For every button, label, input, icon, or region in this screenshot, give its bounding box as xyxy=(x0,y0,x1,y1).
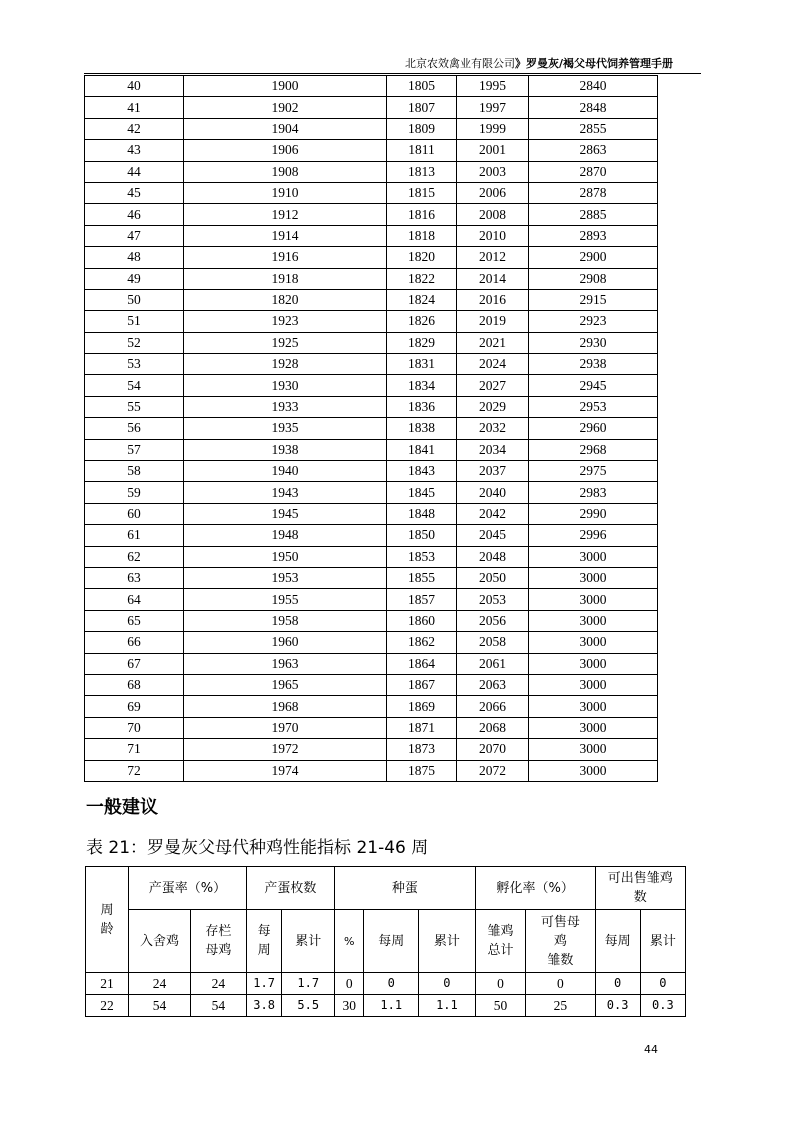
table-cell: 1816 xyxy=(387,204,457,225)
table-row xyxy=(85,696,658,717)
table-cell: 3000 xyxy=(529,674,658,695)
table-cell: 1875 xyxy=(387,760,457,781)
header-chick-total: 雏鸡 总计 xyxy=(475,910,525,973)
table-cell: 1965 xyxy=(184,674,387,695)
table-cell: 1860 xyxy=(387,610,457,631)
table-cell: 5.5 xyxy=(282,995,335,1017)
table-cell: 1831 xyxy=(387,354,457,375)
table-cell: 2040 xyxy=(457,482,529,503)
table-cell: 1848 xyxy=(387,503,457,524)
table-cell: 1950 xyxy=(184,546,387,567)
table-cell: 2063 xyxy=(457,674,529,695)
table-cell: 3000 xyxy=(529,632,658,653)
table-cell: 2021 xyxy=(457,332,529,353)
table-cell: 1923 xyxy=(184,311,387,332)
header-he-per-week: 每周 xyxy=(364,910,419,973)
table-cell: 1811 xyxy=(387,140,457,161)
table-cell: 1.7 xyxy=(282,973,335,995)
table-cell: 1843 xyxy=(387,461,457,482)
table-row xyxy=(85,503,658,524)
table-cell: 1855 xyxy=(387,567,457,588)
table-cell: 2930 xyxy=(529,332,658,353)
table-row xyxy=(85,311,658,332)
table-row xyxy=(85,482,658,503)
table-cell: 1958 xyxy=(184,610,387,631)
table-cell: 1938 xyxy=(184,439,387,460)
table-cell: 1838 xyxy=(387,418,457,439)
table-row xyxy=(85,76,658,97)
table-cell: 2908 xyxy=(529,268,658,289)
table-cell: 1910 xyxy=(184,182,387,203)
table-cell: 0.3 xyxy=(640,995,685,1017)
table-cell: 60 xyxy=(85,503,184,524)
table-cell: 1933 xyxy=(184,396,387,417)
table-cell: 2983 xyxy=(529,482,658,503)
table-cell: 2008 xyxy=(457,204,529,225)
table-cell: 0 xyxy=(335,973,364,995)
table-cell: 0 xyxy=(526,973,595,995)
table-cell: 1902 xyxy=(184,97,387,118)
table-cell: 1864 xyxy=(387,653,457,674)
table-cell: 2037 xyxy=(457,461,529,482)
table-cell: 1841 xyxy=(387,439,457,460)
table-cell: 53 xyxy=(85,354,184,375)
header-title: 罗曼灰/褐父母代饲养管理手册 xyxy=(525,57,673,70)
header-he-cumulative: 累计 xyxy=(419,910,476,973)
table-cell: 1862 xyxy=(387,632,457,653)
table-cell: 1908 xyxy=(184,161,387,182)
table-cell: 3000 xyxy=(529,717,658,738)
table-row xyxy=(85,461,658,482)
table-cell: 1900 xyxy=(184,76,387,97)
table-cell: 2014 xyxy=(457,268,529,289)
table-cell: 1970 xyxy=(184,717,387,738)
table-cell: 69 xyxy=(85,696,184,717)
table-cell: 2029 xyxy=(457,396,529,417)
table-cell: 62 xyxy=(85,546,184,567)
header-hen-housed: 入舍鸡 xyxy=(129,910,191,973)
table-cell: 1809 xyxy=(387,118,457,139)
header-sc-per-week: 每周 xyxy=(595,910,640,973)
table-cell: 2953 xyxy=(529,396,658,417)
table-cell: 2024 xyxy=(457,354,529,375)
table-cell: 1912 xyxy=(184,204,387,225)
table-cell: 42 xyxy=(85,118,184,139)
table-cell: 1829 xyxy=(387,332,457,353)
table-cell: 3.8 xyxy=(246,995,282,1017)
table-row xyxy=(85,247,658,268)
table-cell: 1945 xyxy=(184,503,387,524)
table-cell: 2048 xyxy=(457,546,529,567)
table-row xyxy=(85,161,658,182)
table-cell: 59 xyxy=(85,482,184,503)
table-cell: 61 xyxy=(85,525,184,546)
table-cell: 57 xyxy=(85,439,184,460)
header-sc-cumulative: 累计 xyxy=(640,910,685,973)
table-cell: 3000 xyxy=(529,739,658,760)
table-cell: 1.1 xyxy=(364,995,419,1017)
table-cell: 67 xyxy=(85,653,184,674)
table-cell: 1813 xyxy=(387,161,457,182)
table-cell: 54 xyxy=(85,375,184,396)
table-cell: 1999 xyxy=(457,118,529,139)
table-cell: 0 xyxy=(640,973,685,995)
table-cell: 1805 xyxy=(387,76,457,97)
table-cell: 2050 xyxy=(457,567,529,588)
table-cell: 49 xyxy=(85,268,184,289)
table-cell: 1869 xyxy=(387,696,457,717)
table-cell: 1925 xyxy=(184,332,387,353)
header-cumulative: 累计 xyxy=(282,910,335,973)
performance-table xyxy=(85,866,686,1017)
table-cell: 1826 xyxy=(387,311,457,332)
table-row xyxy=(85,674,658,695)
table-row xyxy=(85,739,658,760)
table-cell: 41 xyxy=(85,97,184,118)
table-cell: 2840 xyxy=(529,76,658,97)
table-cell: 71 xyxy=(85,739,184,760)
table-cell: 2915 xyxy=(529,289,658,310)
table-cell: 1997 xyxy=(457,97,529,118)
table-cell: 3000 xyxy=(529,653,658,674)
table-cell: 1818 xyxy=(387,225,457,246)
header-text xyxy=(405,55,673,71)
table-cell: 2855 xyxy=(529,118,658,139)
table-cell: 58 xyxy=(85,461,184,482)
table-cell: 2960 xyxy=(529,418,658,439)
table-cell: 1845 xyxy=(387,482,457,503)
table-row xyxy=(85,546,658,567)
table-cell: 54 xyxy=(191,995,247,1017)
table-cell: 72 xyxy=(85,760,184,781)
table-cell: 65 xyxy=(85,610,184,631)
table-cell: 1935 xyxy=(184,418,387,439)
table-cell: 1871 xyxy=(387,717,457,738)
table-row xyxy=(85,204,658,225)
header-hatch-rate: 孵化率（%） xyxy=(475,867,595,910)
table-row xyxy=(85,225,658,246)
table-cell: 1904 xyxy=(184,118,387,139)
table-cell: 2072 xyxy=(457,760,529,781)
table-cell: 2056 xyxy=(457,610,529,631)
table-cell: 1850 xyxy=(387,525,457,546)
section-heading: 一般建议 xyxy=(86,797,158,818)
table-cell: 24 xyxy=(129,973,191,995)
table-cell: 1930 xyxy=(184,375,387,396)
table-cell: 2996 xyxy=(529,525,658,546)
header-org: 北京农效禽业有限公司 xyxy=(404,57,515,70)
table-cell: 70 xyxy=(85,717,184,738)
table-cell: 2863 xyxy=(529,140,658,161)
table-row xyxy=(85,268,658,289)
table-cell: 43 xyxy=(85,140,184,161)
table-row xyxy=(85,567,658,588)
header-per-week: 每 周 xyxy=(246,910,282,973)
table-cell: 1873 xyxy=(387,739,457,760)
table-cell: 3000 xyxy=(529,760,658,781)
table-cell: 0.3 xyxy=(595,995,640,1017)
table-cell: 30 xyxy=(335,995,364,1017)
header-saleable-chicks: 可出售雏鸡 数 xyxy=(595,867,685,910)
table-cell: 56 xyxy=(85,418,184,439)
table-cell: 48 xyxy=(85,247,184,268)
table-cell: 1953 xyxy=(184,567,387,588)
table-cell: 1820 xyxy=(387,247,457,268)
table-row xyxy=(85,525,658,546)
table-cell: 1.1 xyxy=(419,995,476,1017)
table-row xyxy=(85,289,658,310)
table-cell: 21 xyxy=(86,973,129,995)
performance-table-body xyxy=(86,973,686,1017)
table-cell: 1853 xyxy=(387,546,457,567)
table-cell: 45 xyxy=(85,182,184,203)
table-row xyxy=(85,332,658,353)
table-cell: 44 xyxy=(85,161,184,182)
table-cell: 3000 xyxy=(529,567,658,588)
table-cell: 50 xyxy=(85,289,184,310)
header-percent: % xyxy=(335,910,364,973)
weight-table-body xyxy=(85,76,658,782)
header-saleable-female: 可售母 鸡 雏数 xyxy=(526,910,595,973)
table-cell: 2003 xyxy=(457,161,529,182)
table-cell: 3000 xyxy=(529,546,658,567)
table-row xyxy=(85,118,658,139)
table-cell: 1960 xyxy=(184,632,387,653)
table-cell: 54 xyxy=(129,995,191,1017)
table-row xyxy=(85,760,658,781)
table-cell: 40 xyxy=(85,76,184,97)
table-cell: 46 xyxy=(85,204,184,225)
table-cell: 22 xyxy=(86,995,129,1017)
header-separator: 》 xyxy=(514,57,526,70)
table-row xyxy=(85,632,658,653)
table-cell: 2068 xyxy=(457,717,529,738)
table-cell: 1820 xyxy=(184,289,387,310)
table-caption: 表 21：罗曼灰父母代种鸡性能指标 21-46 周 xyxy=(86,838,429,858)
table-cell: 2061 xyxy=(457,653,529,674)
header-laying-rate: 产蛋率（%） xyxy=(129,867,247,910)
table-cell: 2968 xyxy=(529,439,658,460)
table-cell: 47 xyxy=(85,225,184,246)
table-cell: 3000 xyxy=(529,589,658,610)
table-cell: 1807 xyxy=(387,97,457,118)
table-cell: 0 xyxy=(419,973,476,995)
table-cell: 1918 xyxy=(184,268,387,289)
table-cell: 0 xyxy=(475,973,525,995)
table-cell: 66 xyxy=(85,632,184,653)
table-cell: 2034 xyxy=(457,439,529,460)
table-row xyxy=(85,140,658,161)
weight-table xyxy=(84,75,658,782)
table-cell: 24 xyxy=(191,973,247,995)
table-cell: 1857 xyxy=(387,589,457,610)
table-row xyxy=(85,439,658,460)
table-cell: 2870 xyxy=(529,161,658,182)
table-cell: 2848 xyxy=(529,97,658,118)
table-cell: 2938 xyxy=(529,354,658,375)
table-cell: 52 xyxy=(85,332,184,353)
table-cell: 1963 xyxy=(184,653,387,674)
table-cell: 2042 xyxy=(457,503,529,524)
table-cell: 2070 xyxy=(457,739,529,760)
table-cell: 63 xyxy=(85,567,184,588)
table-cell: 2893 xyxy=(529,225,658,246)
table-row xyxy=(85,396,658,417)
header-hen-day: 存栏 母鸡 xyxy=(191,910,247,973)
table-cell: 2006 xyxy=(457,182,529,203)
header-hatching-eggs: 种蛋 xyxy=(335,867,476,910)
page-header xyxy=(84,52,701,74)
table-cell: 1916 xyxy=(184,247,387,268)
table-cell: 2975 xyxy=(529,461,658,482)
table-cell: 1815 xyxy=(387,182,457,203)
table-cell: 2010 xyxy=(457,225,529,246)
table-row xyxy=(85,354,658,375)
table-cell: 1.7 xyxy=(246,973,282,995)
table-cell: 2923 xyxy=(529,311,658,332)
table-cell: 1928 xyxy=(184,354,387,375)
table-cell: 1914 xyxy=(184,225,387,246)
table-row xyxy=(85,375,658,396)
table-cell: 1974 xyxy=(184,760,387,781)
table-cell: 51 xyxy=(85,311,184,332)
header-week-age: 周 龄 xyxy=(86,867,129,973)
table-cell: 2990 xyxy=(529,503,658,524)
table-cell: 2058 xyxy=(457,632,529,653)
table-row xyxy=(85,97,658,118)
table-cell: 1906 xyxy=(184,140,387,161)
table-cell: 1824 xyxy=(387,289,457,310)
table-row xyxy=(86,995,686,1017)
table-cell: 68 xyxy=(85,674,184,695)
table-cell: 1822 xyxy=(387,268,457,289)
table-cell: 3000 xyxy=(529,696,658,717)
table-cell: 2027 xyxy=(457,375,529,396)
table-cell: 2016 xyxy=(457,289,529,310)
table-cell: 2032 xyxy=(457,418,529,439)
table-cell: 2885 xyxy=(529,204,658,225)
table-cell: 1995 xyxy=(457,76,529,97)
table-cell: 0 xyxy=(595,973,640,995)
table-cell: 55 xyxy=(85,396,184,417)
table-cell: 1943 xyxy=(184,482,387,503)
table-cell: 2053 xyxy=(457,589,529,610)
table-cell: 2878 xyxy=(529,182,658,203)
table-cell: 2945 xyxy=(529,375,658,396)
table-row xyxy=(86,973,686,995)
table-cell: 2066 xyxy=(457,696,529,717)
page-number: 44 xyxy=(644,1043,658,1056)
table-cell: 50 xyxy=(475,995,525,1017)
table-cell: 2900 xyxy=(529,247,658,268)
table-cell: 3000 xyxy=(529,610,658,631)
table-cell: 1834 xyxy=(387,375,457,396)
table-row xyxy=(85,182,658,203)
table-cell: 2012 xyxy=(457,247,529,268)
table-cell: 1836 xyxy=(387,396,457,417)
table-cell: 1948 xyxy=(184,525,387,546)
table-cell: 1955 xyxy=(184,589,387,610)
table-cell: 1968 xyxy=(184,696,387,717)
table-cell: 0 xyxy=(364,973,419,995)
table-row xyxy=(85,717,658,738)
table-cell: 1940 xyxy=(184,461,387,482)
table-cell: 1972 xyxy=(184,739,387,760)
table-cell: 25 xyxy=(526,995,595,1017)
table-cell: 2045 xyxy=(457,525,529,546)
table-cell: 2019 xyxy=(457,311,529,332)
table-row xyxy=(85,653,658,674)
table-row xyxy=(85,610,658,631)
table-cell: 1867 xyxy=(387,674,457,695)
table-cell: 2001 xyxy=(457,140,529,161)
table-cell: 64 xyxy=(85,589,184,610)
table-row xyxy=(85,589,658,610)
table-row xyxy=(85,418,658,439)
header-egg-count: 产蛋枚数 xyxy=(246,867,334,910)
